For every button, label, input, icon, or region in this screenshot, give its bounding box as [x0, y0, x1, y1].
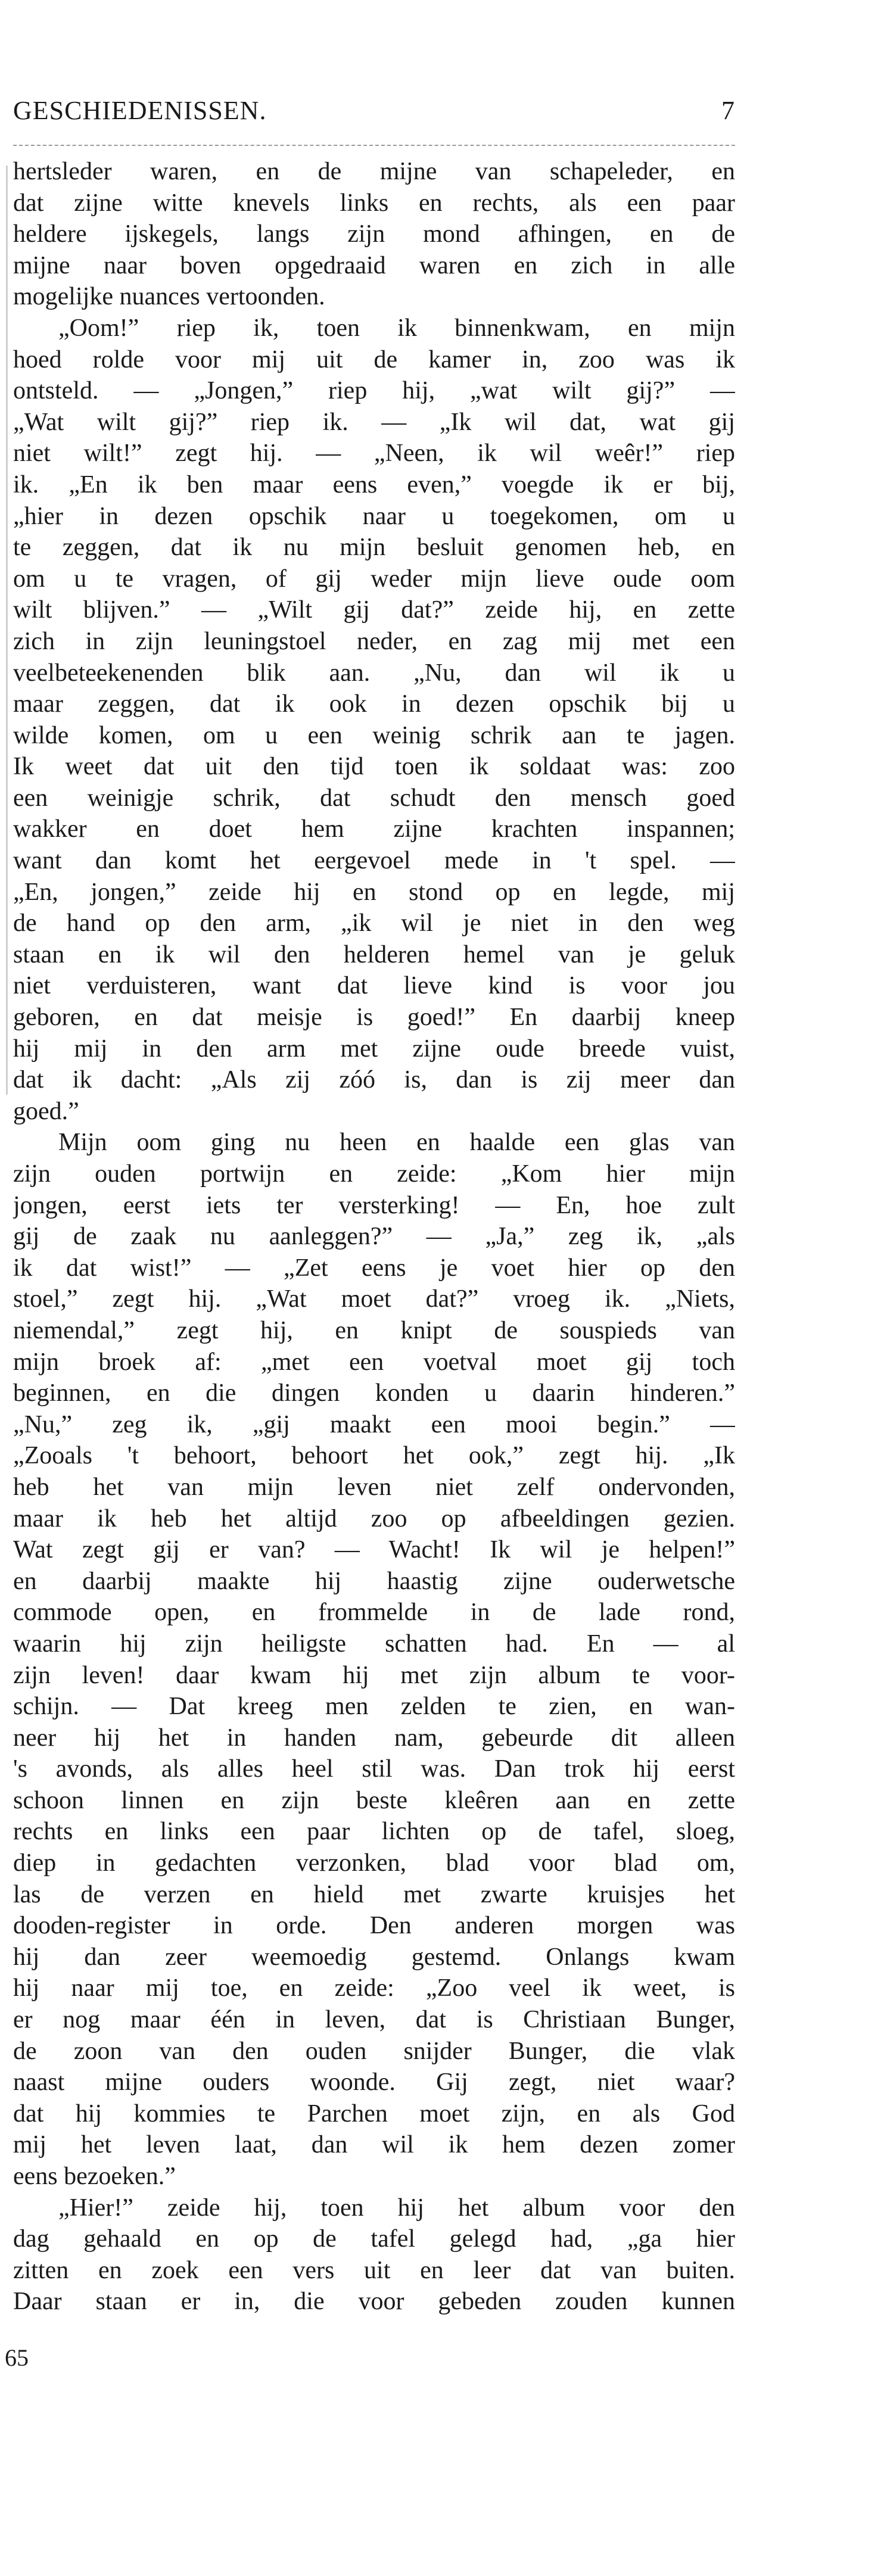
text-line: Daar staan er in, die voor gebeden zouden kunnen: [13, 2288, 735, 2316]
text-line: te zeggen, dat ik nu mijn besluit genomen heb, en: [13, 534, 735, 562]
text-line: „Nu,” zeg ik, „gij maakt een mooi begin.” —: [13, 1410, 735, 1438]
text-line: mijn broek af: „met een voetval moet gij toch: [13, 1348, 735, 1376]
text-line: commode open, en frommelde in de lade rond,: [13, 1599, 735, 1627]
text-line: rechts en links een paar lichten op de tafel, sloeg,: [13, 1818, 735, 1846]
text-line: waarin hij zijn heiligste schatten had. En — al: [13, 1630, 735, 1658]
text-line: zich in zijn leuningstoel neder, en zag mij met een: [13, 627, 735, 655]
text-line: dat hij kommies te Parchen moet zijn, en als God: [13, 2100, 735, 2128]
text-line: beginnen, en die dingen konden u daarin hinderen.”: [13, 1379, 735, 1407]
text-line: dag gehaald en op de tafel gelegd had, „ga hier: [13, 2225, 735, 2253]
text-line: heldere ijskegels, langs zijn mond afhingen, en de: [13, 220, 735, 248]
text-line: mij het leven laat, dan wil ik hem dezen zomer: [13, 2131, 735, 2159]
text-line: „En, jongen,” zeide hij en stond op en legde, mij: [13, 878, 735, 906]
text-line: wilde komen, om u een weinig schrik aan te jagen.: [13, 721, 735, 749]
text-line: „Wat wilt gij?” riep ik. — „Ik wil dat, wat gij: [13, 408, 735, 436]
text-line: naast mijne ouders woonde. Gij zegt, niet waar?: [13, 2069, 735, 2097]
text-line: want dan komt het eergevoel mede in 't spel. —: [13, 847, 735, 875]
text-line: maar ik heb het altijd zoo op afbeeldingen gezien.: [13, 1505, 735, 1532]
text-line: staan en ik wil den helderen hemel van je geluk: [13, 940, 735, 968]
text-line: las de verzen en hield met zwarte kruisjes het: [13, 1880, 735, 1908]
text-line: goed.”: [13, 1097, 79, 1125]
text-line: en daarbij maakte hij haastig zijne ouderwetsche: [13, 1567, 735, 1595]
running-head: [13, 95, 735, 131]
text-line: „Oom!” riep ik, toen ik binnenkwam, en mijn: [58, 314, 735, 342]
text-line: ontsteld. — „Jongen,” riep hij, „wat wilt gij?” —: [13, 377, 735, 405]
text-line: hertsleder waren, en de mijne van schapeleder, en: [13, 158, 735, 185]
text-line: de hand op den arm, „ik wil je niet in den weg: [13, 909, 735, 937]
text-line: stoel,” zegt hij. „Wat moet dat?” vroeg ik. „Niets,: [13, 1285, 735, 1313]
text-line: zijn ouden portwijn en zeide: „Kom hier mijn: [13, 1160, 735, 1188]
text-line: „Zooals 't behoort, behoort het ook,” zegt hij. „Ik: [13, 1442, 735, 1470]
text-line: niemendal,” zegt hij, en knipt de souspieds van: [13, 1316, 735, 1344]
text-line: er nog maar één in leven, dat is Christiaan Bunger,: [13, 2006, 735, 2034]
text-line: de zoon van den ouden snijder Bunger, die vlak: [13, 2037, 735, 2065]
text-line: geboren, en dat meisje is goed!” En daarbij kneep: [13, 1004, 735, 1032]
header-rule: [13, 145, 735, 146]
body-text: [13, 156, 735, 2318]
text-line: heb het van mijn leven niet zelf ondervonden,: [13, 1473, 735, 1501]
text-line: Mijn oom ging nu heen en haalde een glas van: [58, 1129, 735, 1157]
text-line: mogelijke nuances vertoonden.: [13, 283, 325, 311]
text-line: ik dat wist!” — „Zet eens je voet hier op den: [13, 1254, 735, 1282]
text-line: mijne naar boven opgedraaid waren en zich in alle: [13, 251, 735, 279]
signature-mark: 65: [5, 2344, 29, 2371]
text-line: eens bezoeken.”: [13, 2163, 176, 2190]
text-line: om u te vragen, of gij weder mijn lieve oude oom: [13, 565, 735, 593]
text-line: een weinigje schrik, dat schudt den mensch goed: [13, 784, 735, 812]
text-line: dooden-register in orde. Den anderen morgen was: [13, 1912, 735, 1940]
text-line: schoon linnen en zijn beste kleêren aan en zette: [13, 1786, 735, 1814]
text-line: niet wilt!” zegt hij. — „Neen, ik wil weêr!” riep: [13, 440, 735, 468]
text-line: hoed rolde voor mij uit de kamer in, zoo was ik: [13, 345, 735, 373]
text-line: dat ik dacht: „Als zij zóó is, dan is zij meer dan: [13, 1066, 735, 1094]
text-line: zitten en zoek een vers uit en leer dat van buiten.: [13, 2256, 735, 2284]
text-line: wakker en doet hem zijne krachten inspannen;: [13, 815, 735, 843]
text-line: neer hij het in handen nam, gebeurde dit alleen: [13, 1724, 735, 1752]
text-line: hij mij in den arm met zijne oude breede vuist,: [13, 1035, 735, 1063]
text-line: jongen, eerst iets ter versterking! — En, hoe zult: [13, 1191, 735, 1219]
text-line: dat zijne witte knevels links en rechts, als een paar: [13, 189, 735, 217]
margin-line: [6, 166, 8, 1095]
text-line: hij naar mij toe, en zeide: „Zoo veel ik weet, is: [13, 1974, 735, 2002]
text-line: diep in gedachten verzonken, blad voor blad om,: [13, 1849, 735, 1877]
text-line: wilt blijven.” — „Wilt gij dat?” zeide hij, en zette: [13, 596, 735, 624]
text-line: niet verduisteren, want dat lieve kind is voor jou: [13, 972, 735, 1000]
text-line: gij de zaak nu aanleggen?” — „Ja,” zeg ik, „als: [13, 1223, 735, 1251]
text-line: Wat zegt gij er van? — Wacht! Ik wil je helpen!”: [13, 1536, 735, 1564]
text-line: hij dan zeer weemoedig gestemd. Onlangs kwam: [13, 1943, 735, 1971]
text-line: ik. „En ik ben maar eens even,” voegde ik er bij,: [13, 471, 735, 499]
text-line: schijn. — Dat kreeg men zelden te zien, en wan-: [13, 1693, 735, 1721]
text-line: 's avonds, als alles heel stil was. Dan trok hij eerst: [13, 1755, 735, 1783]
text-line: „hier in dezen opschik naar u toegekomen, om u: [13, 502, 735, 530]
running-title: GESCHIEDENISSEN.: [13, 96, 267, 125]
text-line: maar zeggen, dat ik ook in dezen opschik bij u: [13, 690, 735, 718]
text-line: „Hier!” zeide hij, toen hij het album voor den: [58, 2194, 735, 2222]
text-line: zijn leven! daar kwam hij met zijn album te voor-: [13, 1661, 735, 1689]
page-number: 7: [721, 96, 735, 125]
text-line: veelbeteekenenden blik aan. „Nu, dan wil ik u: [13, 659, 735, 687]
text-line: Ik weet dat uit den tijd toen ik soldaat was: zoo: [13, 753, 735, 781]
